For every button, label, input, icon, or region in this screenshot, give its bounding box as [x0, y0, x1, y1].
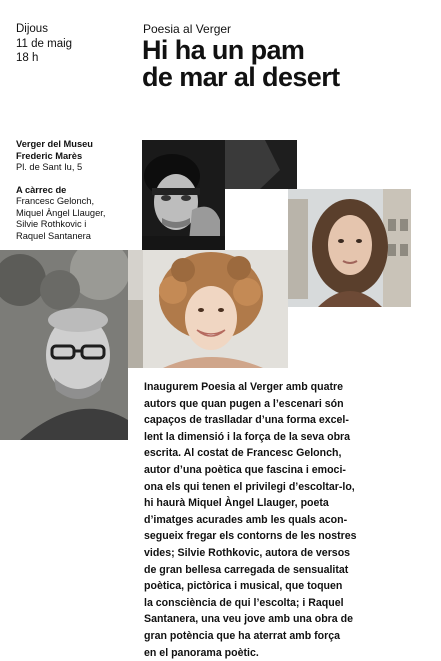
description-line: segueix fregar els contorns de les nostres [144, 528, 389, 545]
description-line: vides; Silvie Rothkovic, autora de versos [144, 545, 389, 562]
description-line: gran potència que ha aterrat amb força [144, 628, 389, 645]
series-label: Poesia al Verger [143, 22, 231, 36]
participant-line: Raquel Santanera [16, 231, 141, 243]
description-line: autors que quan pugen a l’escenari són [144, 396, 389, 413]
photo-poet-1 [142, 140, 225, 252]
photo-poet-3 [0, 250, 128, 440]
description-line: Santanera, una veu jove amb una obra de [144, 611, 389, 628]
event-time: 18 h [16, 51, 72, 66]
event-title-line: Hi ha un pam [142, 37, 340, 64]
venue-name-line: Verger del Museu [16, 139, 141, 151]
description-line: en el panorama poètic. [144, 645, 389, 661]
description-line: escrita. Al costat de Francesc Gelonch, [144, 445, 389, 462]
description-line: la consciència de qui l’escolta; i Raquel [144, 595, 389, 612]
description-line: lent la dimensió i la força de la seva obra [144, 429, 389, 446]
participant-line: Francesc Gelonch, [16, 196, 141, 208]
description-line: de gran bellesa carregada de sensualitat [144, 562, 389, 579]
description-line: Inaugurem Poesia al Verger amb quatre [144, 379, 389, 396]
participants-label: A càrrec de [16, 185, 141, 197]
participant-line: Silvie Rothkovic i [16, 219, 141, 231]
event-date: 11 de maig [16, 37, 72, 52]
description-line: d’imatges acurades amb les quals acon- [144, 512, 389, 529]
photo-poet-2 [288, 189, 411, 307]
description-line: poètica, pictòrica i musical, que toquen [144, 578, 389, 595]
photo-poet-4-extension [128, 250, 143, 368]
event-date-block [16, 22, 72, 66]
photo-poet-4 [143, 250, 288, 368]
venue-name-line: Frederic Marès [16, 151, 141, 163]
description-line: hi haurà Miquel Àngel Llauger, poeta [144, 495, 389, 512]
event-day: Dijous [16, 22, 72, 37]
event-title-line: de mar al desert [142, 64, 340, 91]
description-line: ona els qui tenen el privilegi d’escoltar-lo, [144, 479, 389, 496]
description-line: capaços de traslladar d’una forma excel- [144, 412, 389, 429]
participant-line: Miquel Àngel Llauger, [16, 208, 141, 220]
event-description [144, 379, 389, 661]
event-title [142, 37, 340, 91]
photo-poet-1-extension [225, 140, 297, 189]
description-line: autor d’una poètica que fascina i emoci- [144, 462, 389, 479]
venue-address: Pl. de Sant Iu, 5 [16, 162, 141, 174]
venue-info [16, 139, 141, 242]
